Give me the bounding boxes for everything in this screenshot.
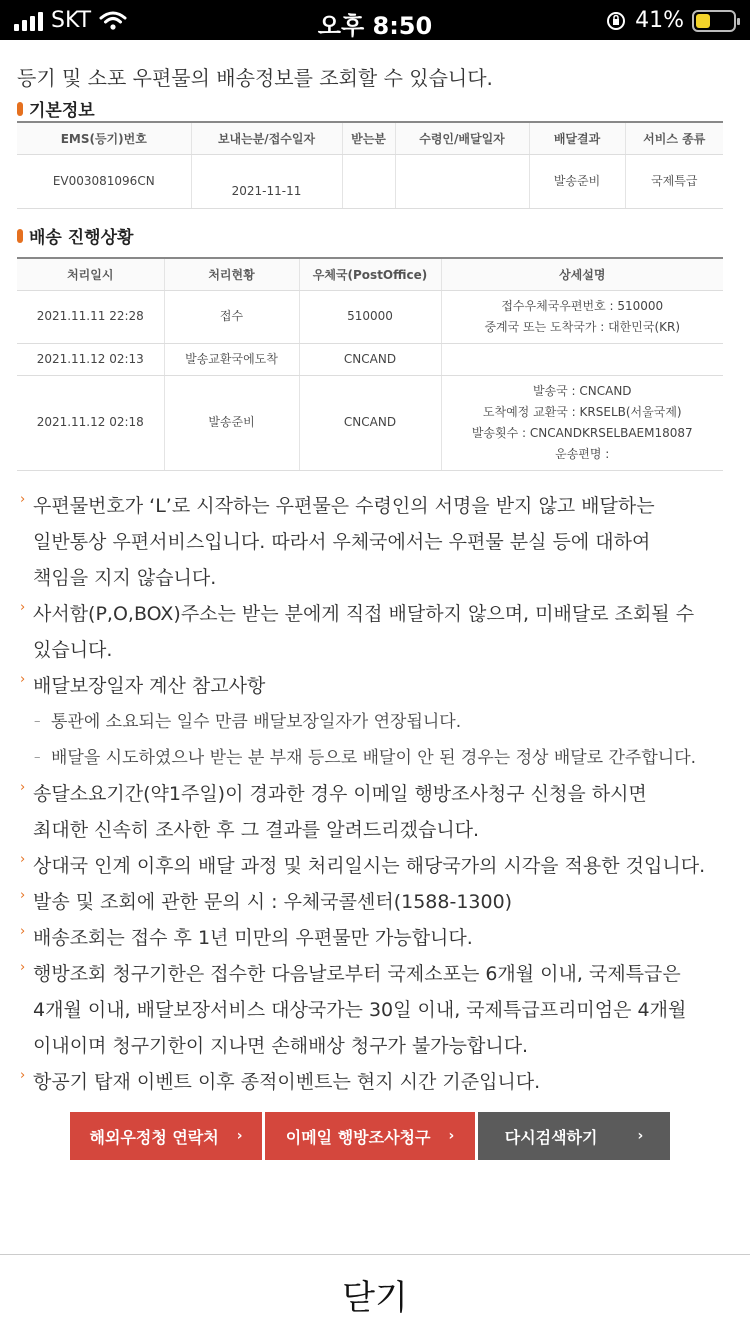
chevron-right-icon: › bbox=[637, 1128, 644, 1144]
clock: 오후 8:50 bbox=[317, 12, 433, 40]
overseas-contacts-button[interactable] bbox=[70, 1112, 262, 1160]
note-text: 항공기 탑재 이벤트 이후 종적이벤트는 현지 시간 기준입니다. bbox=[33, 1071, 541, 1093]
table-header: 받는분 bbox=[342, 122, 395, 154]
note-item bbox=[17, 488, 733, 524]
overseas-contacts-label: 해외우정청 연락처 bbox=[89, 1127, 219, 1147]
table-row bbox=[17, 154, 723, 208]
table-header: 상세설명 bbox=[441, 258, 723, 290]
table-header: 처리일시 bbox=[17, 258, 164, 290]
note-sub-item bbox=[17, 704, 733, 740]
table-row bbox=[17, 375, 723, 470]
chevron-right-icon: › bbox=[20, 960, 26, 975]
process-time: 2021.11.12 02:18 bbox=[17, 375, 164, 470]
service-type: 국제특급 bbox=[625, 154, 723, 208]
note-text: 발송 및 조회에 관한 문의 시 : 우체국콜센터(1588-1300) bbox=[33, 891, 513, 913]
basic-info-table bbox=[17, 121, 723, 209]
close-button[interactable] bbox=[0, 1254, 750, 1334]
table-header: 서비스 종류 bbox=[625, 122, 723, 154]
basic-info-title-text: 기본정보 bbox=[29, 101, 95, 121]
note-text: 상대국 인계 이후의 배달 과정 및 처리일시는 해당국가의 시각을 적용한 것입니다. bbox=[33, 855, 706, 877]
note-text: 배달을 시도하였으나 받는 분 부재 등으로 배달이 안 된 경우는 정상 배달로 간주합니다. bbox=[51, 748, 697, 768]
note-text: 이내이며 청구기한이 지나면 손해배상 청구가 불가능합니다. bbox=[33, 1035, 529, 1057]
process-status: 발송준비 bbox=[164, 375, 299, 470]
table-header: 보내는분/접수일자 bbox=[191, 122, 342, 154]
note-text: 책임을 지지 않습니다. bbox=[33, 567, 217, 589]
send-date: 2021-11-11 bbox=[191, 154, 342, 208]
detail-line: 운송편명 : bbox=[555, 446, 610, 461]
detail-line: 발송횟수 : CNCANDKRSELBAEM18087 bbox=[471, 425, 693, 440]
section-bullet-icon bbox=[17, 102, 23, 116]
intro-text: 등기 및 소포 우편물의 배송정보를 조회할 수 있습니다. bbox=[17, 66, 493, 90]
progress-table bbox=[17, 257, 723, 471]
receiver-date bbox=[395, 154, 529, 208]
battery-percent: 41% bbox=[635, 8, 684, 33]
note-text: 송달소요기간(약1주일)이 경과한 경우 이메일 행방조사청구 신청을 하시면 bbox=[33, 783, 647, 805]
battery-icon bbox=[692, 10, 736, 32]
carrier-label: SKT bbox=[51, 8, 92, 33]
email-inquiry-button[interactable] bbox=[265, 1112, 475, 1160]
notes-list bbox=[17, 488, 733, 1100]
table-row bbox=[17, 290, 723, 343]
email-inquiry-label: 이메일 행방조사청구 bbox=[285, 1127, 431, 1147]
note-item bbox=[17, 1028, 733, 1064]
chevron-right-icon: › bbox=[20, 672, 26, 687]
table-header: 처리현황 bbox=[164, 258, 299, 290]
note-sub-item bbox=[17, 740, 733, 776]
detail-line: 발송국 : CNCAND bbox=[532, 383, 632, 398]
note-item bbox=[17, 920, 733, 956]
note-text: 통관에 소요되는 일수 만큼 배달보장일자가 연장됩니다. bbox=[51, 712, 462, 732]
post-office: CNCAND bbox=[299, 343, 441, 375]
chevron-right-icon: › bbox=[448, 1128, 455, 1144]
table-header: 배달결과 bbox=[529, 122, 625, 154]
table-header-row bbox=[17, 122, 723, 154]
note-text: 사서함(P,O,BOX)주소는 받는 분에게 직접 배달하지 않으며, 미배달로 조회될 수 bbox=[33, 603, 695, 625]
table-header-row bbox=[17, 258, 723, 290]
status-right bbox=[605, 8, 736, 33]
note-item bbox=[17, 668, 733, 704]
chevron-right-icon: › bbox=[20, 852, 26, 867]
note-item bbox=[17, 812, 733, 848]
note-item bbox=[17, 560, 733, 596]
chevron-right-icon: › bbox=[20, 600, 26, 615]
note-item bbox=[17, 776, 733, 812]
chevron-right-icon: › bbox=[236, 1128, 243, 1144]
detail-line: 접수우체국우편번호 : 510000 bbox=[501, 298, 664, 313]
basic-info-title bbox=[17, 96, 95, 121]
note-item bbox=[17, 956, 733, 992]
note-text: 있습니다. bbox=[33, 639, 113, 661]
action-buttons bbox=[70, 1112, 670, 1160]
note-item bbox=[17, 992, 733, 1028]
chevron-right-icon: › bbox=[20, 492, 26, 507]
note-text: 최대한 신속히 조사한 후 그 결과를 알려드리겠습니다. bbox=[33, 819, 480, 841]
chevron-right-icon: › bbox=[20, 780, 26, 795]
note-text: 우편물번호가 ‘L’로 시작하는 우편물은 수령인의 서명을 받지 않고 배달하는 bbox=[33, 495, 655, 517]
progress-title bbox=[17, 223, 133, 248]
progress-title-text: 배송 진행상황 bbox=[29, 228, 134, 248]
section-bullet-icon bbox=[17, 229, 23, 243]
note-text: 배송조회는 접수 후 1년 미만의 우편물만 가능합니다. bbox=[33, 927, 473, 949]
table-header: EMS(등기)번호 bbox=[17, 122, 191, 154]
ems-number: EV003081096CN bbox=[17, 154, 191, 208]
table-header: 우체국(PostOffice) bbox=[299, 258, 441, 290]
dash-icon: – bbox=[34, 714, 41, 729]
rotation-lock-icon bbox=[605, 10, 627, 32]
note-item bbox=[17, 596, 733, 632]
process-time: 2021.11.11 22:28 bbox=[17, 290, 164, 343]
note-text: 배달보장일자 계산 참고사항 bbox=[33, 675, 266, 697]
process-status: 접수 bbox=[164, 290, 299, 343]
detail-line: 중계국 또는 도착국가 : 대한민국(KR) bbox=[484, 319, 681, 334]
chevron-right-icon: › bbox=[20, 888, 26, 903]
note-item bbox=[17, 848, 733, 884]
dash-icon: – bbox=[34, 750, 41, 765]
note-text: 행방조회 청구기한은 접수한 다음날로부터 국제소포는 6개월 이내, 국제특급은 bbox=[33, 963, 681, 985]
chevron-right-icon: › bbox=[20, 924, 26, 939]
process-status: 발송교환국에도착 bbox=[164, 343, 299, 375]
post-office: CNCAND bbox=[299, 375, 441, 470]
note-item bbox=[17, 524, 733, 560]
note-text: 4개월 이내, 배달보장서비스 대상국가는 30일 이내, 국제특급프리미엄은 4개월 bbox=[33, 999, 687, 1021]
note-item bbox=[17, 884, 733, 920]
status-bar bbox=[0, 0, 750, 40]
chevron-right-icon: › bbox=[20, 1068, 26, 1083]
detail-cell bbox=[441, 290, 723, 343]
post-office: 510000 bbox=[299, 290, 441, 343]
detail-cell bbox=[441, 375, 723, 470]
table-header: 수령인/배달일자 bbox=[395, 122, 529, 154]
detail-line: 도착예정 교환국 : KRSELB(서울국제) bbox=[482, 404, 682, 419]
close-label: 닫기 bbox=[342, 1278, 408, 1318]
search-again-button[interactable] bbox=[478, 1112, 670, 1160]
recipient bbox=[342, 154, 395, 208]
note-text: 일반통상 우편서비스입니다. 따라서 우체국에서는 우편물 분실 등에 대하여 bbox=[33, 531, 651, 553]
delivery-result: 발송준비 bbox=[529, 154, 625, 208]
note-item bbox=[17, 1064, 733, 1100]
process-time: 2021.11.12 02:13 bbox=[17, 343, 164, 375]
table-row bbox=[17, 343, 723, 375]
note-item bbox=[17, 632, 733, 668]
detail-cell bbox=[441, 343, 723, 375]
search-again-label: 다시검색하기 bbox=[504, 1127, 598, 1147]
